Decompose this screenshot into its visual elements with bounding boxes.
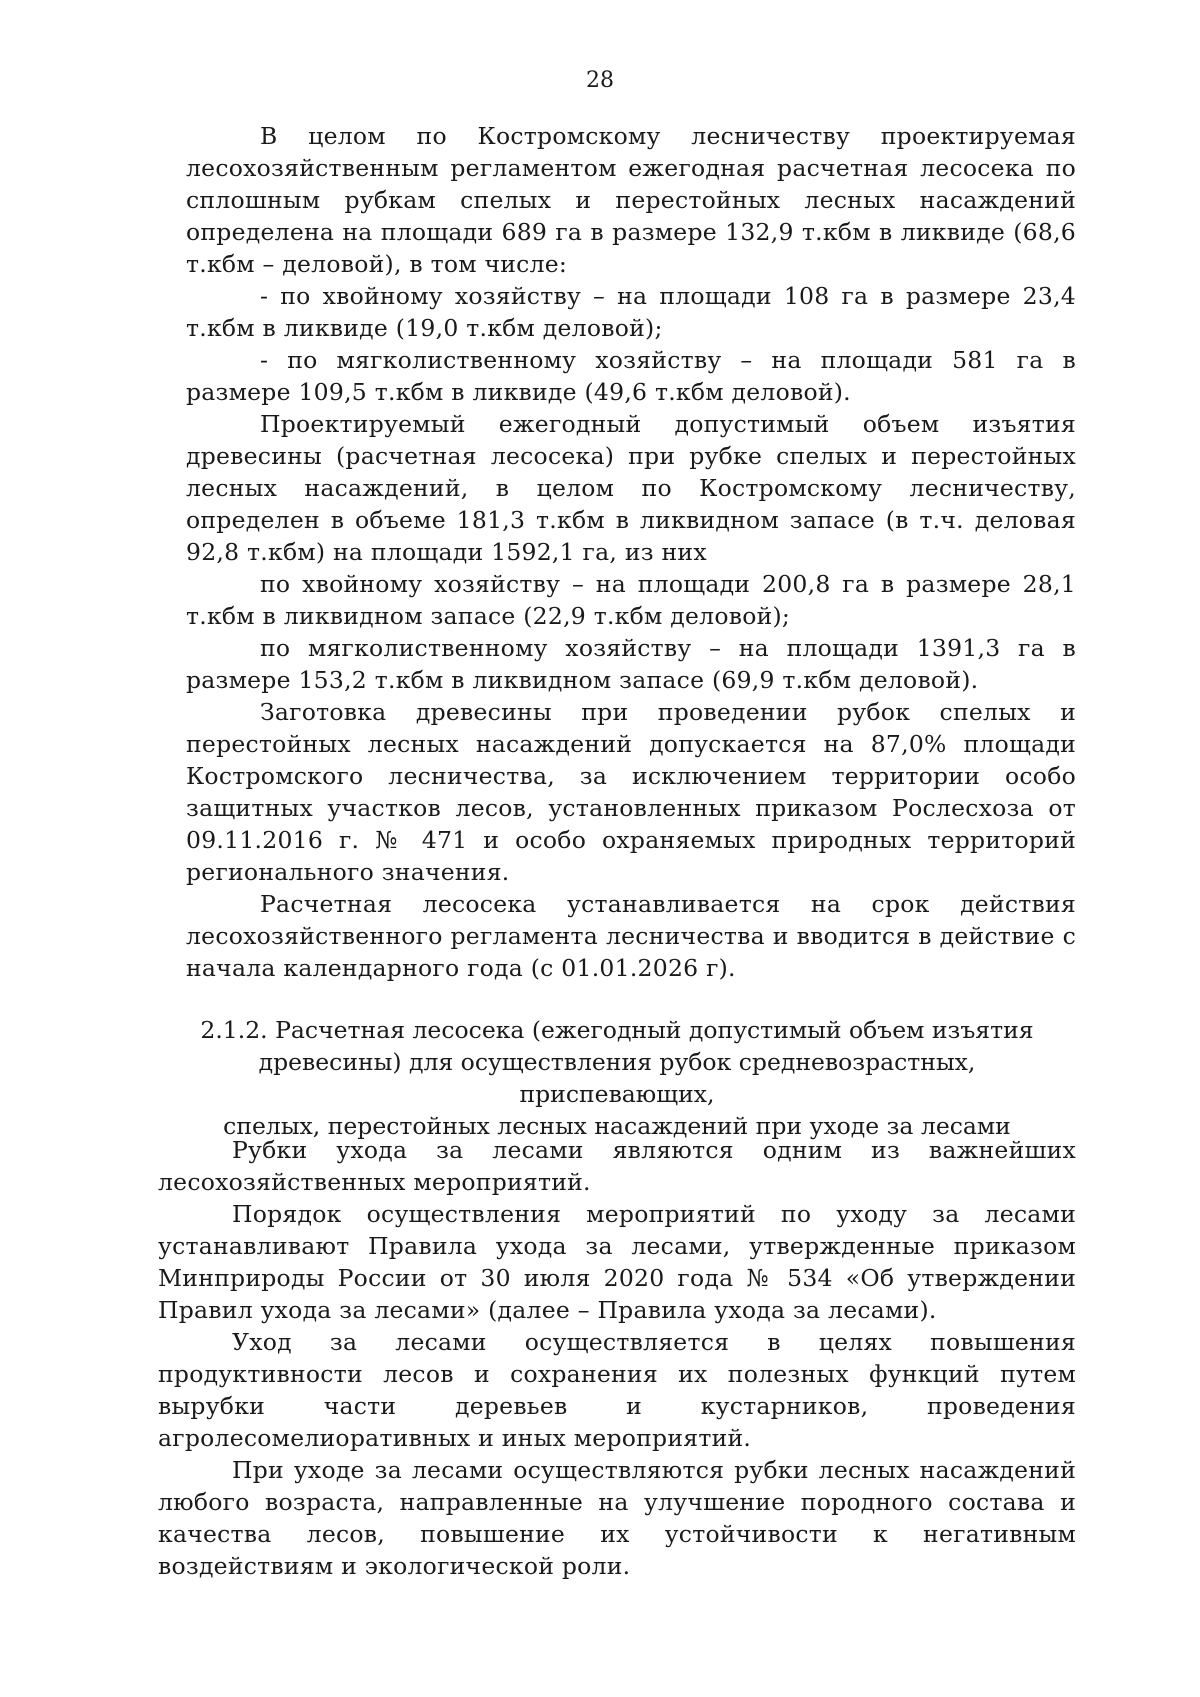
section-forest-care bbox=[158, 1134, 1076, 1582]
paragraph: При уходе за лесами осуществляются рубки лесных насаждений любого возраста, направленные на улучшение породного состава и качества лесов, повышение их устойчивости к негативным воздействиям и экологической роли. bbox=[158, 1456, 1076, 1580]
paragraph: - по хвойному хозяйству – на площади 108 га в размере 23,4 т.кбм в ликвиде (19,0 т.кбм деловой); bbox=[186, 282, 1076, 342]
heading-line: 2.1.2. Расчетная лесосека (ежегодный допустимый объем изъятия bbox=[200, 1016, 1034, 1044]
paragraph: В целом по Костромскому лесничеству проектируемая лесохозяйственным регламентом ежегодная расчетная лесосека по сплошным рубкам спелых и перестойных лесных насаждений определена на площади 689 га в размере 132,9 т.кбм в ликвиде (68,6 т.кбм – деловой), в том числе: bbox=[186, 122, 1076, 278]
paragraph: Рубки ухода за лесами являются одним из важнейших лесохозяйственных мероприятий. bbox=[158, 1136, 1076, 1196]
page-number: 28 bbox=[586, 68, 614, 93]
paragraph: Заготовка древесины при проведении рубок спелых и перестойных лесных насаждений допускается на 87,0% площади Костромского лесничества, за исключением территории особо защитных участков лесов, установленных приказом Рослесхоза от 09.11.2016 г. № 471 и особо охраняемых природных территорий регионального значения. bbox=[186, 698, 1076, 886]
paragraph: Порядок осуществления мероприятий по уходу за лесами устанавливают Правила ухода за лесами, утвержденные приказом Минприроды России от 30 июля 2020 года № 534 «Об утверждении Правил ухода за лесами» (далее – Правила ухода за лесами). bbox=[158, 1200, 1076, 1324]
paragraph: по мягколиственному хозяйству – на площади 1391,3 га в размере 153,2 т.кбм в ликвидном запасе (69,9 т.кбм деловой). bbox=[186, 634, 1076, 694]
paragraph: - по мягколиственному хозяйству – на площади 581 га в размере 109,5 т.кбм в ликвиде (49,6 т.кбм деловой). bbox=[186, 346, 1076, 406]
heading-line: древесины) для осуществления рубок средневозрастных, приспевающих, bbox=[258, 1048, 976, 1108]
section-calculated-cutting-area bbox=[186, 120, 1076, 984]
section-heading bbox=[158, 1014, 1076, 1142]
paragraph: Проектируемый ежегодный допустимый объем изъятия древесины (расчетная лесосека) при рубке спелых и перестойных лесных насаждений, в целом по Костромскому лесничеству, определен в объеме 181,3 т.кбм в ликвидном запасе (в т.ч. деловая 92,8 т.кбм) на площади 1592,1 га, из них bbox=[186, 410, 1076, 566]
paragraph: по хвойному хозяйству – на площади 200,8 га в размере 28,1 т.кбм в ликвидном запасе (22,9 т.кбм деловой); bbox=[186, 570, 1076, 630]
heading-line: спелых, перестойных лесных насаждений при уходе за лесами bbox=[223, 1112, 1011, 1140]
paragraph: Уход за лесами осуществляется в целях повышения продуктивности лесов и сохранения их полезных функций путем вырубки части деревьев и кустарников, проведения агролесомелиоративных и иных мероприятий. bbox=[158, 1328, 1076, 1452]
paragraph: Расчетная лесосека устанавливается на срок действия лесохозяйственного регламента лесничества и вводится в действие с начала календарного года (с 01.01.2026 г). bbox=[186, 890, 1076, 982]
